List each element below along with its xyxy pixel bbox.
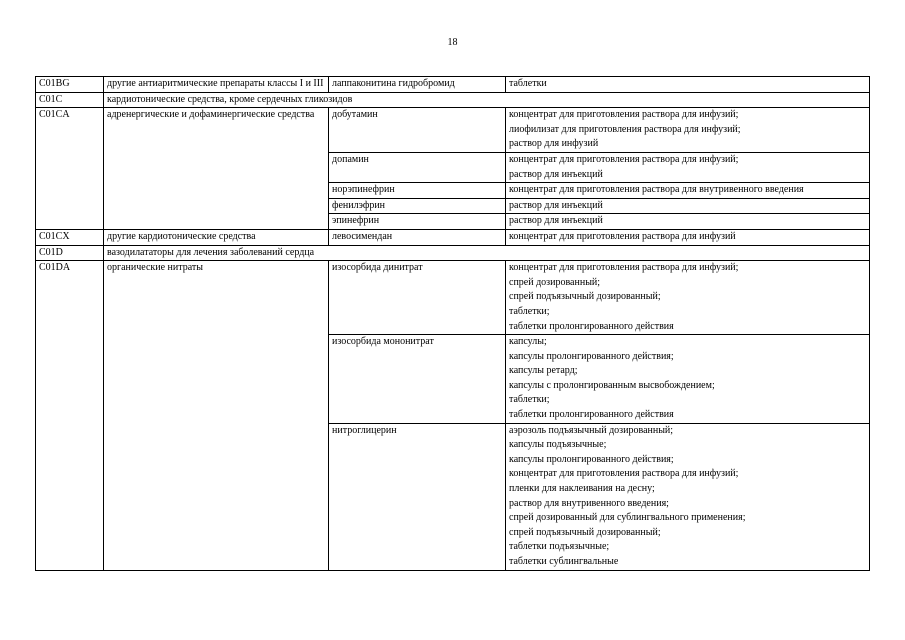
atc-code: C01C — [36, 92, 104, 108]
atc-group: кардиотонические средства, кроме сердечных гликозидов — [104, 92, 506, 108]
dosage-form: таблетки — [509, 78, 547, 89]
atc-code: C01DA — [36, 261, 104, 570]
dosage-form: капсулы ретард; — [509, 365, 578, 377]
dosage-forms — [506, 214, 870, 230]
drug-name: изосорбида мононитрат — [329, 335, 506, 424]
table-row — [36, 92, 870, 108]
dosage-form: таблетки подъязычные; — [509, 541, 610, 553]
atc-code: C01CA — [36, 108, 104, 230]
dosage-form: капсулы подъязычные; — [509, 439, 607, 451]
drug-name: фенилэфрин — [329, 198, 506, 214]
atc-code: C01BG — [36, 77, 104, 93]
dosage-form: аэрозоль подъязычный дозированный; — [509, 424, 674, 436]
atc-group: органические нитраты — [104, 261, 329, 570]
drug-name: лаппаконитина гидробромид — [329, 77, 506, 93]
page-number: 18 — [447, 37, 458, 48]
dosage-form: раствор для инъекций — [509, 168, 603, 180]
atc-group: другие кардиотонические средства — [104, 229, 329, 245]
dosage-form: раствор для внутривенного введения; — [509, 497, 669, 509]
dosage-forms — [506, 261, 870, 335]
empty-cell — [506, 92, 870, 108]
dosage-form: лиофилизат для приготовления раствора для инфузий; — [509, 123, 741, 135]
atc-code: C01D — [36, 245, 104, 261]
dosage-form: пленки для наклеивания на десну; — [509, 483, 655, 495]
dosage-forms — [506, 108, 870, 153]
dosage-form: концентрат для приготовления раствора для инфузий; — [509, 153, 739, 165]
dosage-forms — [506, 77, 870, 93]
table-row — [36, 77, 870, 93]
drug-name: норэпинефрин — [329, 183, 506, 199]
dosage-form: раствор для инфузий — [509, 138, 599, 150]
dosage-form: концентрат для приготовления раствора для инфузий; — [509, 468, 739, 480]
dosage-form: спрей дозированный; — [509, 276, 601, 288]
dosage-forms — [506, 152, 870, 182]
dosage-form: концентрат для приготовления раствора для внутривенного введения — [509, 184, 804, 196]
drug-name: левосимендан — [329, 229, 506, 245]
drug-name: допамин — [329, 152, 506, 182]
drug-table — [35, 76, 870, 571]
atc-group: адренергические и дофаминергические средства — [104, 108, 329, 230]
dosage-form: раствор для инъекций — [509, 199, 603, 211]
dosage-form: капсулы; — [509, 336, 547, 348]
dosage-forms — [506, 423, 870, 570]
atc-code: C01CX — [36, 229, 104, 245]
dosage-form: спрей дозированный для сублингвального применения; — [509, 512, 746, 524]
dosage-forms — [506, 335, 870, 424]
dosage-form: концентрат для приготовления раствора для инфузий; — [509, 109, 739, 121]
dosage-form: капсулы с пролонгированным высвобождением; — [509, 379, 715, 391]
table-row — [36, 108, 870, 153]
drug-name: нитроглицерин — [329, 423, 506, 570]
dosage-form: раствор для инъекций — [509, 215, 603, 227]
dosage-forms — [506, 183, 870, 199]
table-row — [36, 229, 870, 245]
dosage-form: спрей подъязычный дозированный; — [509, 291, 661, 303]
dosage-form: таблетки; — [509, 305, 550, 317]
dosage-form: таблетки пролонгированного действия — [509, 320, 674, 332]
dosage-form: капсулы пролонгированного действия; — [509, 453, 674, 465]
table-row — [36, 245, 870, 261]
dosage-form: спрей подъязычный дозированный; — [509, 526, 661, 538]
dosage-form: капсулы пролонгированного действия; — [509, 350, 674, 362]
dosage-form: таблетки; — [509, 394, 550, 406]
dosage-forms — [506, 229, 870, 245]
empty-cell — [506, 245, 870, 261]
dosage-form: концентрат для приготовления раствора для инфузий — [509, 230, 736, 242]
atc-group: другие антиаритмические препараты классы I и III — [104, 77, 329, 93]
drug-name: добутамин — [329, 108, 506, 153]
table-row — [36, 261, 870, 335]
dosage-forms — [506, 198, 870, 214]
dosage-form: таблетки пролонгированного действия — [509, 409, 674, 421]
dosage-form: концентрат для приготовления раствора для инфузий; — [509, 262, 739, 274]
drug-name: изосорбида динитрат — [329, 261, 506, 335]
drug-name: эпинефрин — [329, 214, 506, 230]
atc-group: вазодилататоры для лечения заболеваний сердца — [104, 245, 506, 261]
dosage-form: таблетки сублингвальные — [509, 556, 619, 567]
